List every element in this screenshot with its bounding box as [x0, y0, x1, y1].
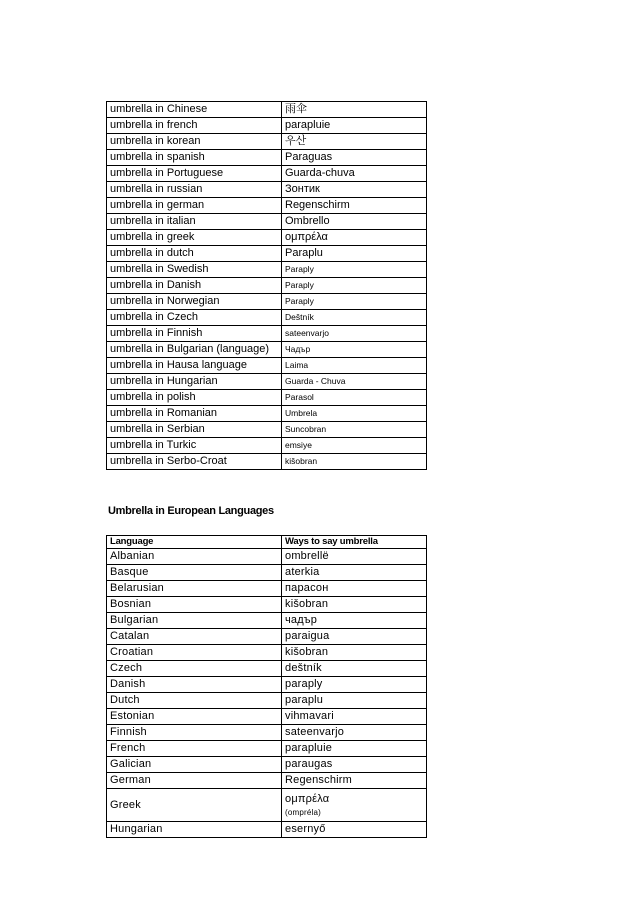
- language-cell: umbrella in Swedish: [107, 262, 282, 278]
- language-cell: Hungarian: [107, 822, 282, 838]
- table-row: [107, 822, 427, 838]
- language-cell: umbrella in Serbian: [107, 422, 282, 438]
- translation-cell: Umbrela: [282, 406, 427, 422]
- translation-cell: kišobran: [282, 597, 427, 613]
- translation-cell: Laima: [282, 358, 427, 374]
- umbrella-translations-body: [107, 102, 427, 470]
- translation-cell: Paraplu: [282, 246, 427, 262]
- language-cell: umbrella in Portuguese: [107, 166, 282, 182]
- table-row: [107, 773, 427, 789]
- language-cell: umbrella in Czech: [107, 310, 282, 326]
- language-cell: umbrella in Bulgarian (language): [107, 342, 282, 358]
- translation-cell: paraugas: [282, 757, 427, 773]
- table-row: [107, 214, 427, 230]
- table-row: [107, 310, 427, 326]
- translation-cell: 雨伞: [282, 102, 427, 118]
- european-languages-body: [107, 536, 427, 838]
- language-cell: umbrella in korean: [107, 134, 282, 150]
- language-cell: umbrella in greek: [107, 230, 282, 246]
- language-cell: umbrella in Norwegian: [107, 294, 282, 310]
- table-row: [107, 390, 427, 406]
- language-cell: Bulgarian: [107, 613, 282, 629]
- romanization-text: (ompréla): [285, 808, 322, 817]
- translation-cell: emsiye: [282, 438, 427, 454]
- translation-cell: [282, 789, 427, 822]
- translation-cell: parapluie: [282, 741, 427, 757]
- table-row: [107, 693, 427, 709]
- table-row: [107, 198, 427, 214]
- table-row: [107, 422, 427, 438]
- language-cell: Croatian: [107, 645, 282, 661]
- translation-cell: Deštník: [282, 310, 427, 326]
- language-cell: Basque: [107, 565, 282, 581]
- translation-cell: Paraguas: [282, 150, 427, 166]
- table-row: [107, 597, 427, 613]
- table-row: [107, 565, 427, 581]
- table-row: [107, 326, 427, 342]
- translation-cell: Зонтик: [282, 182, 427, 198]
- table-row: [107, 661, 427, 677]
- translation-cell: парасон: [282, 581, 427, 597]
- table-row: [107, 182, 427, 198]
- translation-cell: paraply: [282, 677, 427, 693]
- table-row: [107, 342, 427, 358]
- umbrella-translations-table: [106, 101, 427, 470]
- language-cell: Catalan: [107, 629, 282, 645]
- translation-cell: kišobran: [282, 645, 427, 661]
- translation-cell: deštník: [282, 661, 427, 677]
- translation-cell: Parasol: [282, 390, 427, 406]
- table-row: [107, 438, 427, 454]
- language-cell: Finnish: [107, 725, 282, 741]
- translation-cell: Paraply: [282, 294, 427, 310]
- language-cell: umbrella in dutch: [107, 246, 282, 262]
- language-cell: umbrella in french: [107, 118, 282, 134]
- language-cell: umbrella in Turkic: [107, 438, 282, 454]
- table-row: [107, 629, 427, 645]
- language-cell: umbrella in Hausa language: [107, 358, 282, 374]
- translation-cell: Чадър: [282, 342, 427, 358]
- translation-word: ομπρέλα: [285, 793, 330, 805]
- language-cell: umbrella in russian: [107, 182, 282, 198]
- translation-cell: aterkia: [282, 565, 427, 581]
- language-cell: Dutch: [107, 693, 282, 709]
- language-cell: umbrella in german: [107, 198, 282, 214]
- language-cell: umbrella in italian: [107, 214, 282, 230]
- table-row: [107, 102, 427, 118]
- translation-cell: Guarda - Chuva: [282, 374, 427, 390]
- ways-column-header: Ways to say umbrella: [282, 536, 427, 549]
- table-row: [107, 246, 427, 262]
- table-row: [107, 294, 427, 310]
- language-cell: umbrella in spanish: [107, 150, 282, 166]
- language-cell: Danish: [107, 677, 282, 693]
- table-row: [107, 406, 427, 422]
- table-row: [107, 150, 427, 166]
- table-row: [107, 789, 427, 822]
- translation-cell: Suncobran: [282, 422, 427, 438]
- language-column-header: Language: [107, 536, 282, 549]
- table-header-row: [107, 536, 427, 549]
- table-row: [107, 454, 427, 470]
- language-cell: Bosnian: [107, 597, 282, 613]
- translation-cell: esernyő: [282, 822, 427, 838]
- translation-cell: Regenschirm: [282, 198, 427, 214]
- translation-cell: paraplu: [282, 693, 427, 709]
- translation-cell: Regenschirm: [282, 773, 427, 789]
- translation-cell: ομπρέλα: [282, 230, 427, 246]
- language-cell: umbrella in Romanian: [107, 406, 282, 422]
- table-row: [107, 230, 427, 246]
- translation-cell: Ombrello: [282, 214, 427, 230]
- language-cell: umbrella in Chinese: [107, 102, 282, 118]
- table-row: [107, 134, 427, 150]
- translation-cell: parapluie: [282, 118, 427, 134]
- table-row: [107, 166, 427, 182]
- language-cell: umbrella in Finnish: [107, 326, 282, 342]
- table-row: [107, 118, 427, 134]
- language-cell: umbrella in Serbo-Croat: [107, 454, 282, 470]
- language-cell: umbrella in polish: [107, 390, 282, 406]
- table-row: [107, 613, 427, 629]
- section-heading: Umbrella in European Languages: [108, 505, 274, 517]
- table-row: [107, 549, 427, 565]
- table-row: [107, 262, 427, 278]
- translation-cell: чадър: [282, 613, 427, 629]
- table-row: [107, 757, 427, 773]
- table-row: [107, 374, 427, 390]
- table-row: [107, 581, 427, 597]
- language-cell: Estonian: [107, 709, 282, 725]
- translation-cell: 우산: [282, 134, 427, 150]
- table-row: [107, 677, 427, 693]
- language-cell: French: [107, 741, 282, 757]
- language-cell: Czech: [107, 661, 282, 677]
- language-cell: umbrella in Danish: [107, 278, 282, 294]
- table-row: [107, 741, 427, 757]
- language-cell: Albanian: [107, 549, 282, 565]
- translation-cell: sateenvarjo: [282, 725, 427, 741]
- language-cell: Belarusian: [107, 581, 282, 597]
- translation-cell: Paraply: [282, 278, 427, 294]
- translation-cell: paraigua: [282, 629, 427, 645]
- translation-cell: kišobran: [282, 454, 427, 470]
- language-cell: umbrella in Hungarian: [107, 374, 282, 390]
- translation-cell: vihmavari: [282, 709, 427, 725]
- table-row: [107, 358, 427, 374]
- table-row: [107, 709, 427, 725]
- european-languages-table: [106, 535, 427, 838]
- translation-cell: ombrellë: [282, 549, 427, 565]
- translation-cell: Guarda-chuva: [282, 166, 427, 182]
- translation-cell: sateenvarjo: [282, 326, 427, 342]
- language-cell: German: [107, 773, 282, 789]
- table-row: [107, 725, 427, 741]
- translation-cell: Paraply: [282, 262, 427, 278]
- table-row: [107, 645, 427, 661]
- table-row: [107, 278, 427, 294]
- language-cell: Galician: [107, 757, 282, 773]
- language-cell: Greek: [107, 789, 282, 822]
